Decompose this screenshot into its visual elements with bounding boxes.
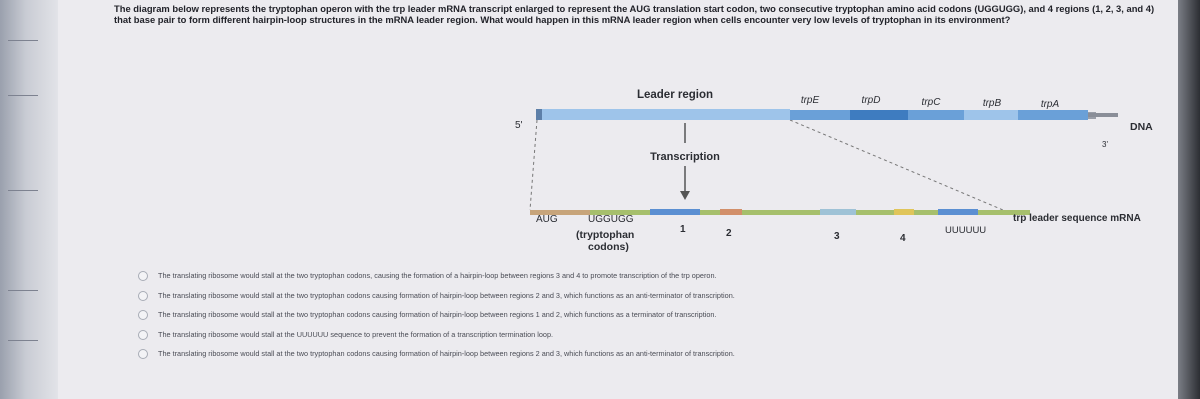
radio-button[interactable]: [138, 310, 148, 320]
answer-option-1[interactable]: [128, 270, 1128, 290]
option-text: The translating ribosome would stall at the two tryptophan codons causing formation of hairpin-loop between regions 1 and 2, which functions as a terminator of transcription.: [158, 310, 717, 319]
strip-tick: [8, 95, 38, 96]
gene-trpA-bar: [1018, 110, 1088, 120]
mrna-uuuuuu-segment: [938, 209, 978, 215]
mrna-region-4: [894, 209, 914, 215]
radio-button[interactable]: [138, 291, 148, 301]
promoter-segment: [536, 109, 542, 120]
leader-segment: [536, 109, 790, 120]
left-margin-strip: [0, 0, 58, 399]
option-text: The translating ribosome would stall at the two tryptophan codons causing formation of hairpin-loop between regions 2 and 3, which functions as an anti-terminator of transcription.: [158, 290, 735, 300]
gene-label-trpE: trpE: [800, 95, 820, 106]
radio-button[interactable]: [138, 271, 148, 281]
strip-tick: [8, 190, 38, 191]
option-text: The translating ribosome would stall at the two tryptophan codons, causing the formation of a hairpin-loop between regions 3 and 4 to promote transcription of the trp operon.: [158, 271, 717, 280]
trp-operon-diagram: [58, 0, 1178, 270]
answer-option-3[interactable]: [128, 309, 1128, 329]
strip-tick: [8, 290, 38, 291]
gene-label-trpD: trpD: [861, 95, 881, 106]
gene-trpD-bar: [850, 110, 908, 120]
gene-label-trpC: trpC: [921, 97, 941, 108]
transcription-arrowhead: [680, 191, 690, 200]
question-sheet: [58, 0, 1178, 399]
region-4-label: 4: [900, 233, 906, 244]
question-text: The diagram below represents the tryptophan operon with the trp leader mRNA transcript enlarged to represent the AUG translation start codon, two consecutive tryptophan amino acid codons (UGGUGG), and 4 regions (1, 2, 3, and 4) that base pair to form different hairpin-loop structures in the mRNA leader region. What would happen in this mRNA leader region when cells encounter very low levels of tryptophan in its environment?: [114, 3, 1155, 25]
strip-tick: [8, 40, 38, 41]
region-1-label: 1: [680, 224, 686, 235]
gene-label-trpB: trpB: [982, 98, 1002, 109]
transcription-label: Transcription: [650, 151, 720, 163]
option-text: The translating ribosome would stall at the UUUUUU sequence to prevent the formation of a transcription termination loop.: [158, 329, 554, 339]
region-3-label: 3: [834, 231, 840, 242]
mrna-region-1: [650, 209, 700, 215]
gene-trpC-bar: [908, 110, 964, 120]
uuuuuu-label: UUUUUU: [945, 225, 987, 236]
gene-label-trpA: trpA: [1040, 99, 1060, 110]
answer-options: [128, 270, 1128, 368]
gene-trpE-bar: [790, 110, 850, 120]
radio-button[interactable]: [138, 349, 148, 359]
option-text: The translating ribosome would stall at the two tryptophan codons causing formation of hairpin-loop between regions 2 and 3, which functions as an anti-terminator of transcription.: [158, 349, 735, 358]
uggugg-label: UGGUGG: [588, 214, 634, 225]
strip-tick: [8, 340, 38, 341]
right-margin-strip: [1178, 0, 1200, 399]
answer-option-5[interactable]: [128, 348, 1128, 368]
answer-option-2[interactable]: [128, 290, 1128, 310]
mrna-region-2: [720, 209, 742, 215]
gene-trpB-bar: [964, 110, 1018, 120]
answer-option-4[interactable]: [128, 329, 1128, 349]
aug-label: AUG: [536, 214, 558, 225]
three-prime-label: 3': [1102, 140, 1108, 149]
tryptophan-label: (tryptophan: [576, 229, 635, 241]
zoom-line-right: [790, 120, 1003, 210]
leader-region-label: Leader region: [636, 89, 714, 101]
zoom-line-left: [530, 120, 537, 210]
mrna-region-3: [820, 209, 856, 215]
mrna-label: trp leader sequence mRNA: [1013, 213, 1141, 224]
dna-label: DNA: [1130, 121, 1153, 133]
codons-label: codons): [588, 241, 629, 253]
region-2-label: 2: [726, 228, 732, 239]
five-prime-label: 5': [515, 120, 523, 131]
radio-button[interactable]: [138, 330, 148, 340]
